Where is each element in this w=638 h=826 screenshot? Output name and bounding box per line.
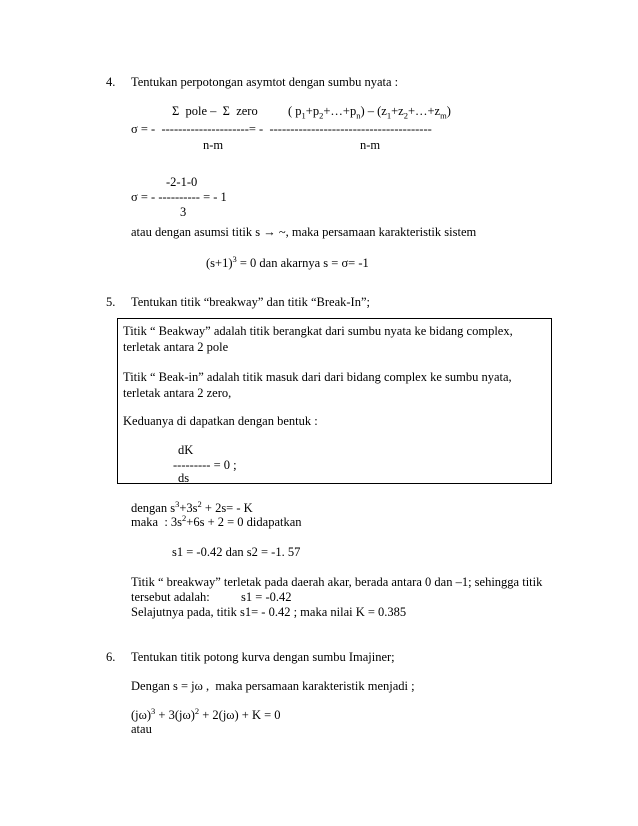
box-line-5: Keduanya di dapatkan dengan bentuk : [123,414,318,428]
characteristic-equation: $(s+1)^3 = 0$ dan akarnya s = σ= -1 [206,253,369,270]
section-number-5: 5. [106,295,116,309]
atau-text: atau [131,722,152,736]
formula-2-line: σ = - ---------- = - 1 [131,190,227,204]
breakway-line-1: Titik “ breakway” terletak pada daerah akar, berada antara 0 dan –1; sehingga titik [131,575,543,589]
formula-1-line: σ = - ---------------------= - --------------------------------------- [131,122,432,136]
derivative-numerator: dK [178,443,194,457]
breakway-line-2: tersebut adalah: s1 = -0.42 [131,590,292,604]
section-title-5: Tentukan titik “breakway” dan titik “Break-In”; [131,295,370,309]
formula-2-numerator: -2-1-0 [166,175,198,189]
derivative-fraction: --------- = 0 ; [173,458,237,472]
formula-1-denominator-left: n-m [203,138,224,152]
derivative-denominator: ds [178,471,190,485]
dengan-equation: dengan $s^3+3s^2 + 2s= - K$ [131,498,253,515]
box-line-4: terletak antara 2 zero, [123,386,232,400]
asumsi-text: atau dengan asumsi titik s → ~, maka persamaan karakteristik sistem [131,225,477,239]
breakway-line-3: Selajutnya pada, titik s1= - 0.42 ; maka nilai K = 0.385 [131,605,407,619]
box-line-2: terletak antara 2 pole [123,340,229,354]
formula-2-denominator: 3 [180,205,187,219]
section-title-6: Tentukan titik potong kurva dengan sumbu Imajiner; [131,650,395,664]
formula-1-numerator-right: ( $p_1+p_2+\dots+p_n$) – $(z_1+z_2+\dots+z_m)$ [288,104,451,121]
box-line-3: Titik “ Beak-in” adalah titik masuk dari dari bidang complex ke sumbu nyata, [123,370,512,384]
formula-1-denominator-right: n-m [360,138,381,152]
section-number-6: 6. [106,650,116,664]
box-line-1: Titik “ Beakway” adalah titik berangkat dari sumbu nyata ke bidang complex, [123,324,513,338]
substitution-text: Dengan s = jω , maka persamaan karakteristik menjadi ; [131,679,415,693]
imaginary-equation: $(j\omega)^3 + 3(j\omega)^2 + 2(j\omega) + K = 0$ [131,705,281,722]
formula-1-numerator-left: Σ pole – Σ zero [172,104,258,118]
section-number-4: 4. [106,75,116,89]
roots-text: s1 = -0.42 dan s2 = -1. 57 [172,545,301,559]
section-title-4: Tentukan perpotongan asymtot dengan sumbu nyata : [131,75,399,89]
maka-equation: maka : $3s^2+6s + 2 = 0$ didapatkan [131,512,302,529]
